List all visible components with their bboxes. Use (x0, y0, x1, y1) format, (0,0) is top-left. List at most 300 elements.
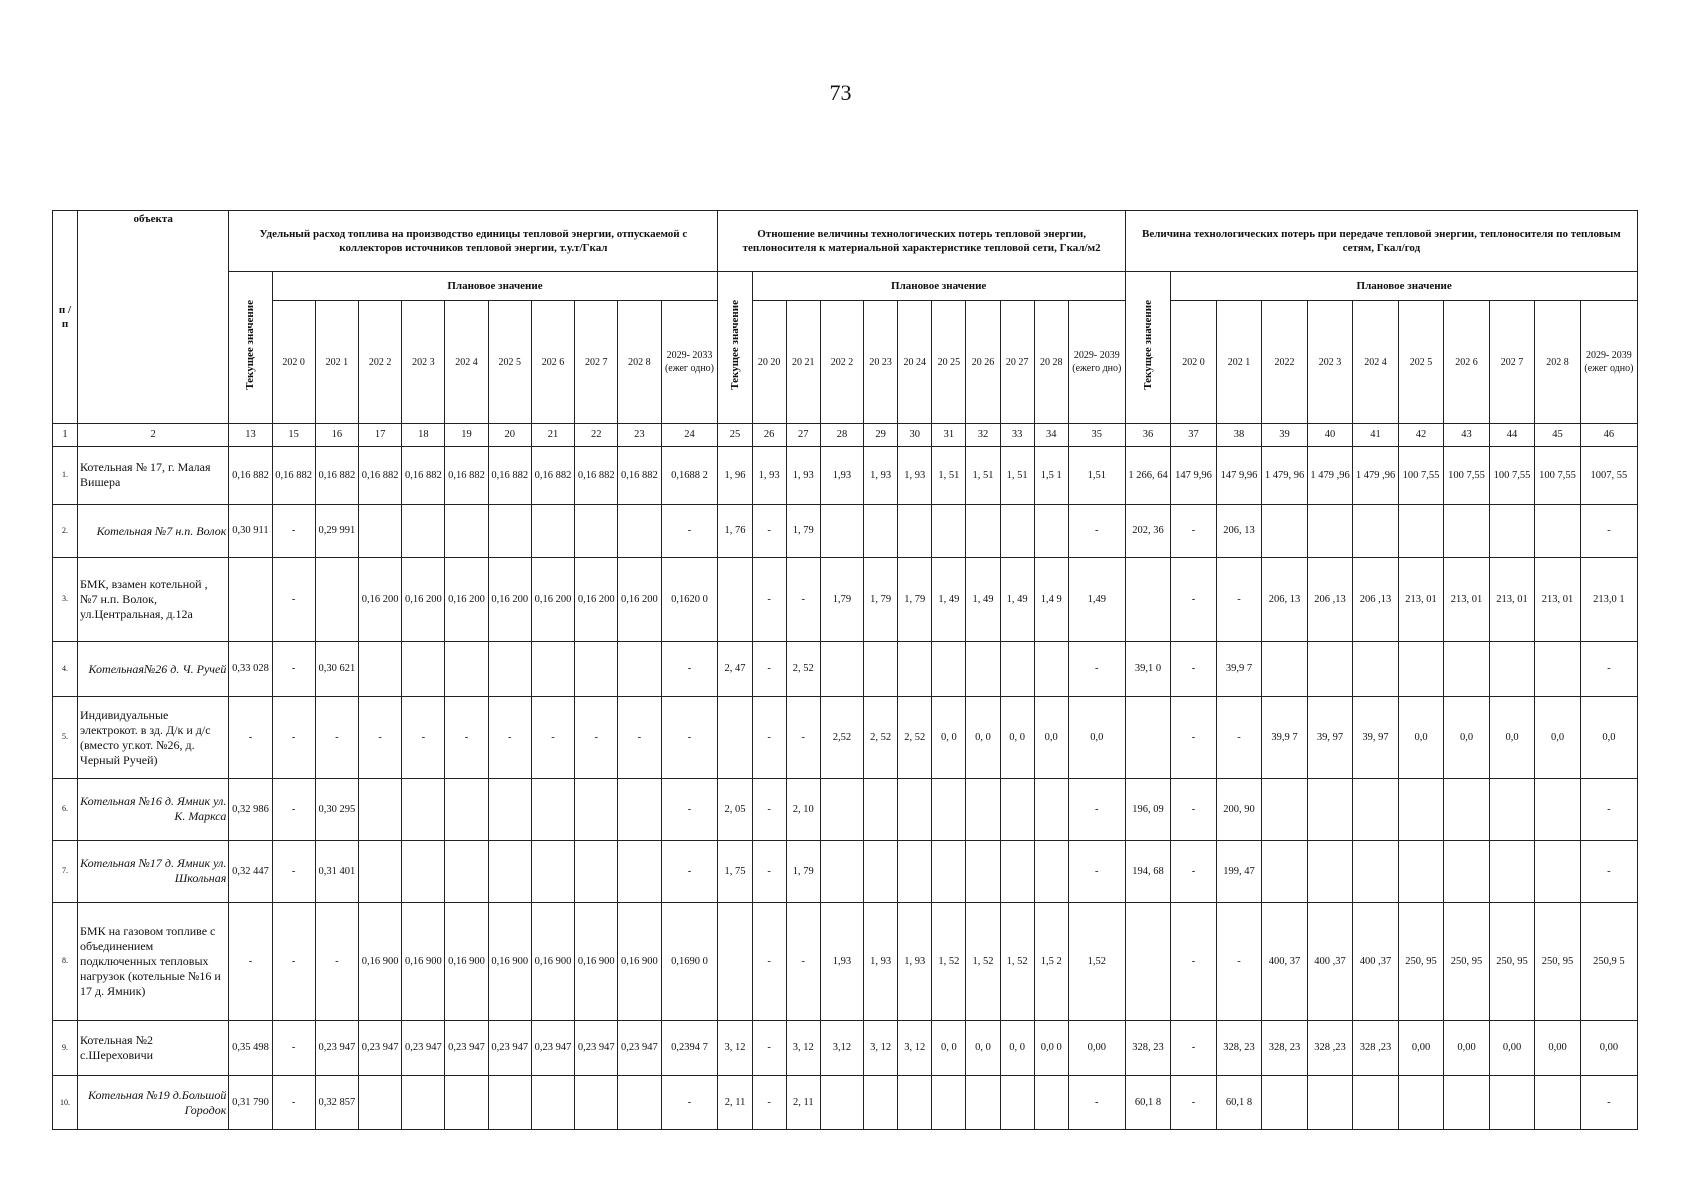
table-cell: - (1580, 840, 1637, 902)
table-cell: 0,30 621 (315, 641, 358, 697)
table-cell: 196, 09 (1125, 778, 1171, 840)
table-cell: - (661, 641, 718, 697)
table-row (53, 1020, 1638, 1076)
table-cell (864, 1076, 898, 1130)
table-cell (575, 1076, 618, 1130)
table-cell: 60,1 8 (1125, 1076, 1171, 1130)
table-cell: 0,16 200 (575, 558, 618, 642)
table-cell: 213, 01 (1489, 558, 1535, 642)
table-cell: 2,52 (820, 697, 863, 778)
table-cell (531, 504, 574, 558)
group-losses-header: Величина технологических потерь при передаче тепловой энергии, теплоносителя по тепловым сетям, Гкал/год (1125, 211, 1637, 272)
year-header: 2029- 2033 (ежег одно) (661, 301, 718, 424)
column-number: 21 (531, 424, 574, 447)
table-cell: 39, 97 (1307, 697, 1353, 778)
table-cell: - (229, 697, 272, 778)
column-number: 27 (786, 424, 820, 447)
table-cell: 206, 13 (1262, 558, 1308, 642)
object-name: Котельная№26 д. Ч. Ручей (78, 641, 229, 697)
table-cell: 0,16 900 (618, 902, 661, 1020)
table-cell (898, 1076, 932, 1130)
table-cell (966, 641, 1000, 697)
table-cell (1307, 840, 1353, 902)
row-index: 7. (53, 840, 78, 902)
column-number: 1 (53, 424, 78, 447)
table-cell (820, 778, 863, 840)
table-cell: 199, 47 (1216, 840, 1262, 902)
table-cell: 0,16 882 (272, 447, 315, 505)
page-number: 73 (829, 80, 852, 105)
table-cell: 0,16 882 (315, 447, 358, 505)
planned-value-header: Плановое значение (1171, 272, 1638, 301)
column-number: 34 (1034, 424, 1068, 447)
table-cell (1262, 1076, 1308, 1130)
year-header: 202 6 (1444, 301, 1490, 424)
table-row (53, 447, 1638, 505)
year-header: 20 28 (1034, 301, 1068, 424)
table-cell: 3, 12 (718, 1020, 752, 1076)
table-cell: - (1171, 1076, 1217, 1130)
object-name: Котельная №19 д.Большой Городок (78, 1076, 229, 1130)
table-cell: 1, 93 (864, 447, 898, 505)
table-cell: 213, 01 (1398, 558, 1444, 642)
table-cell: 0,32 447 (229, 840, 272, 902)
year-header: 202 3 (402, 301, 445, 424)
table-cell: - (752, 641, 786, 697)
table-cell (1353, 641, 1399, 697)
column-number: 15 (272, 424, 315, 447)
group-ratio-header: Отношение величины технологических потерь тепловой энергии, теплоносителя к материальной характеристике тепловой сети, Гкал/м2 (718, 211, 1125, 272)
table-cell: 0,32 986 (229, 778, 272, 840)
column-number: 32 (966, 424, 1000, 447)
year-header: 202 6 (531, 301, 574, 424)
table-cell: 250, 95 (1444, 902, 1490, 1020)
table-cell: 328, 23 (1262, 1020, 1308, 1076)
year-header: 20 27 (1000, 301, 1034, 424)
table-cell: 1 479 ,96 (1353, 447, 1399, 505)
table-cell (1444, 504, 1490, 558)
table-cell: - (445, 697, 488, 778)
table-cell (1307, 778, 1353, 840)
table-cell (1535, 504, 1581, 558)
table-cell: 1,51 (1068, 447, 1125, 505)
table-cell: 0,0 (1444, 697, 1490, 778)
table-cell (820, 641, 863, 697)
table-cell: 0,23 947 (315, 1020, 358, 1076)
table-cell (1489, 778, 1535, 840)
table-cell (1444, 840, 1490, 902)
table-cell: 0,00 (1580, 1020, 1637, 1076)
current-value-header (229, 272, 272, 424)
table-cell (1444, 1076, 1490, 1130)
table-cell (718, 697, 752, 778)
table-cell (445, 778, 488, 840)
table-cell: 1 266, 64 (1125, 447, 1171, 505)
table-cell: 0,23 947 (445, 1020, 488, 1076)
table-cell: 1, 79 (786, 840, 820, 902)
table-cell: - (1171, 1020, 1217, 1076)
table-cell (820, 504, 863, 558)
table-cell: 1,79 (820, 558, 863, 642)
current-value-label: Текущее значение (728, 300, 741, 391)
table-cell: 0, 0 (966, 697, 1000, 778)
table-cell (618, 1076, 661, 1130)
table-cell (358, 504, 401, 558)
table-cell: 0,16 900 (531, 902, 574, 1020)
table-cell (1000, 504, 1034, 558)
table-cell (1489, 504, 1535, 558)
table-cell (575, 840, 618, 902)
table-cell: 1,52 (1068, 902, 1125, 1020)
table-cell: - (786, 902, 820, 1020)
column-number: 39 (1262, 424, 1308, 447)
object-name: Котельная №7 н.п. Волок (78, 504, 229, 558)
table-cell (1398, 641, 1444, 697)
year-header: 20 21 (786, 301, 820, 424)
table-cell: 0,23 947 (618, 1020, 661, 1076)
table-cell: 328 ,23 (1353, 1020, 1399, 1076)
table-cell: - (315, 697, 358, 778)
table-cell: - (752, 558, 786, 642)
table-cell: - (272, 902, 315, 1020)
table-cell: - (315, 902, 358, 1020)
table-cell: 100 7,55 (1489, 447, 1535, 505)
year-header: 202 4 (445, 301, 488, 424)
table-cell: 1, 49 (1000, 558, 1034, 642)
table-cell (445, 840, 488, 902)
table-cell: 400 ,37 (1353, 902, 1399, 1020)
table-row (53, 504, 1638, 558)
table-cell: 0,16 200 (488, 558, 531, 642)
table-cell: 0,0 (1034, 697, 1068, 778)
table-cell (531, 840, 574, 902)
year-header: 202 2 (820, 301, 863, 424)
table-cell: 194, 68 (1125, 840, 1171, 902)
table-cell: 0,0 (1535, 697, 1581, 778)
table-cell: - (1068, 504, 1125, 558)
table-cell (402, 1076, 445, 1130)
table-cell (402, 840, 445, 902)
table-cell: 0,16 200 (531, 558, 574, 642)
table-cell: - (661, 1076, 718, 1130)
table-cell: 2, 11 (718, 1076, 752, 1130)
table-cell: 1, 79 (864, 558, 898, 642)
table-cell (1034, 504, 1068, 558)
table-cell: - (752, 697, 786, 778)
table-cell (358, 840, 401, 902)
column-number: 17 (358, 424, 401, 447)
year-header: 2022 (1262, 301, 1308, 424)
table-cell (966, 1076, 1000, 1130)
column-number: 33 (1000, 424, 1034, 447)
table-cell: 0,16 200 (618, 558, 661, 642)
table-cell (864, 504, 898, 558)
table-cell: 0,16 200 (402, 558, 445, 642)
table-cell: - (752, 504, 786, 558)
column-number: 18 (402, 424, 445, 447)
table-cell: 100 7,55 (1398, 447, 1444, 505)
table-cell (402, 504, 445, 558)
table-cell (358, 1076, 401, 1130)
row-index: 5. (53, 697, 78, 778)
table-cell: - (402, 697, 445, 778)
table-cell: - (272, 504, 315, 558)
table-cell: - (661, 697, 718, 778)
table-cell: 1, 93 (752, 447, 786, 505)
object-name: Котельная № 17, г. Малая Вишера (78, 447, 229, 505)
table-cell: - (786, 697, 820, 778)
table-cell (1444, 641, 1490, 697)
table-cell (1307, 1076, 1353, 1130)
table-cell: 1, 49 (966, 558, 1000, 642)
table-cell: 1, 51 (966, 447, 1000, 505)
table-cell: - (358, 697, 401, 778)
table-cell (358, 778, 401, 840)
row-index: 9. (53, 1020, 78, 1076)
table-cell (575, 641, 618, 697)
column-number: 23 (618, 424, 661, 447)
table-cell (932, 504, 966, 558)
column-number: 25 (718, 424, 752, 447)
table-cell (1398, 504, 1444, 558)
table-cell (718, 558, 752, 642)
table-cell (1000, 641, 1034, 697)
table-cell: 0,16 882 (402, 447, 445, 505)
table-cell: 0,30 295 (315, 778, 358, 840)
table-cell: 0,16 900 (402, 902, 445, 1020)
table-cell: 0,0 0 (1034, 1020, 1068, 1076)
table-cell (820, 840, 863, 902)
table-cell: 1, 75 (718, 840, 752, 902)
table-cell: 0,32 857 (315, 1076, 358, 1130)
table-cell (1034, 840, 1068, 902)
year-header: 202 5 (1398, 301, 1444, 424)
year-header: 20 24 (898, 301, 932, 424)
table-cell: 0,00 (1398, 1020, 1444, 1076)
table-cell (618, 840, 661, 902)
table-cell (575, 778, 618, 840)
table-cell: - (1068, 641, 1125, 697)
table-cell (1535, 641, 1581, 697)
table-cell: 1,93 (820, 902, 863, 1020)
table-cell: 60,1 8 (1216, 1076, 1262, 1130)
table-cell (1125, 697, 1171, 778)
year-header: 2029- 2039 (ежег одно) (1580, 301, 1637, 424)
table-cell (898, 840, 932, 902)
table-cell (1307, 504, 1353, 558)
table-cell: 0,16 200 (358, 558, 401, 642)
table-cell: 0,23 947 (402, 1020, 445, 1076)
table-cell (1262, 840, 1308, 902)
table-cell: 1, 79 (898, 558, 932, 642)
table-cell: 0,00 (1535, 1020, 1581, 1076)
column-number: 30 (898, 424, 932, 447)
table-cell: 328, 23 (1216, 1020, 1262, 1076)
table-cell: 1,4 9 (1034, 558, 1068, 642)
table-cell: 1, 52 (1000, 902, 1034, 1020)
table-cell: - (1216, 902, 1262, 1020)
table-cell (1034, 778, 1068, 840)
column-number: 41 (1353, 424, 1399, 447)
table-cell: 0,0 (1068, 697, 1125, 778)
table-cell: 3,12 (820, 1020, 863, 1076)
table-cell: 1, 52 (932, 902, 966, 1020)
table-cell: 0,1690 0 (661, 902, 718, 1020)
table-cell (1535, 1076, 1581, 1130)
current-value-label: Текущее значение (244, 300, 257, 391)
table-cell: - (488, 697, 531, 778)
table-cell: - (1171, 840, 1217, 902)
table-cell (1535, 840, 1581, 902)
table-cell: 0,35 498 (229, 1020, 272, 1076)
year-header: 202 7 (575, 301, 618, 424)
table-cell: - (661, 840, 718, 902)
table-cell: 0, 0 (966, 1020, 1000, 1076)
year-header: 20 25 (932, 301, 966, 424)
table-cell: 0,0 (1489, 697, 1535, 778)
table-cell: 0,33 028 (229, 641, 272, 697)
table-cell: 0, 0 (932, 1020, 966, 1076)
table-cell: - (272, 697, 315, 778)
column-number: 2 (78, 424, 229, 447)
table-cell: 3, 12 (898, 1020, 932, 1076)
table-cell (618, 641, 661, 697)
year-header: 202 7 (1489, 301, 1535, 424)
table-cell (864, 778, 898, 840)
table-cell: 0,16 882 (229, 447, 272, 505)
table-cell: 39,9 7 (1262, 697, 1308, 778)
table-cell: 0,16 882 (358, 447, 401, 505)
current-value-header (718, 272, 752, 424)
column-number: 19 (445, 424, 488, 447)
table-cell: 328, 23 (1125, 1020, 1171, 1076)
table-cell: 100 7,55 (1444, 447, 1490, 505)
table-cell: - (272, 558, 315, 642)
table-cell: 2, 52 (864, 697, 898, 778)
year-header: 20 23 (864, 301, 898, 424)
row-index: 2. (53, 504, 78, 558)
table-cell (618, 778, 661, 840)
table-cell (718, 902, 752, 1020)
table-cell (1125, 558, 1171, 642)
table-cell (531, 641, 574, 697)
column-number: 13 (229, 424, 272, 447)
table-row (53, 778, 1638, 840)
object-name: БМК, взамен котельной , №7 н.п. Волок, ул.Центральная, д.12а (78, 558, 229, 642)
table-cell: 200, 90 (1216, 778, 1262, 840)
table-cell: - (1068, 1076, 1125, 1130)
table-cell (898, 504, 932, 558)
table-cell: 250, 95 (1535, 902, 1581, 1020)
table-cell: 0,23 947 (575, 1020, 618, 1076)
table-cell (445, 504, 488, 558)
table-cell: 1,5 2 (1034, 902, 1068, 1020)
table-cell: 213,0 1 (1580, 558, 1637, 642)
table-cell: 0,16 900 (575, 902, 618, 1020)
table-row (53, 902, 1638, 1020)
table-cell: 0,16 900 (445, 902, 488, 1020)
table-cell (1535, 778, 1581, 840)
column-number: 28 (820, 424, 863, 447)
table-cell: - (1580, 1076, 1637, 1130)
table-cell: 0,16 882 (488, 447, 531, 505)
table-cell: 39, 97 (1353, 697, 1399, 778)
year-header: 202 1 (1216, 301, 1262, 424)
table-cell: - (752, 778, 786, 840)
table-cell: 1, 51 (932, 447, 966, 505)
row-index: 6. (53, 778, 78, 840)
table-cell: - (531, 697, 574, 778)
table-cell: - (272, 1076, 315, 1130)
table-cell: 1, 93 (864, 902, 898, 1020)
table-cell: - (752, 1020, 786, 1076)
table-cell: - (752, 902, 786, 1020)
table-cell: - (229, 902, 272, 1020)
table-cell: 1, 76 (718, 504, 752, 558)
year-header: 202 1 (315, 301, 358, 424)
table-cell: 1007, 55 (1580, 447, 1637, 505)
data-table (52, 210, 1638, 1130)
table-cell: 0,23 947 (531, 1020, 574, 1076)
table-cell (966, 778, 1000, 840)
table-cell (864, 641, 898, 697)
table-cell: - (1171, 778, 1217, 840)
row-index: 8. (53, 902, 78, 1020)
table-cell: - (661, 778, 718, 840)
table-cell (932, 1076, 966, 1130)
table-cell: 100 7,55 (1535, 447, 1581, 505)
column-number: 42 (1398, 424, 1444, 447)
column-number: 20 (488, 424, 531, 447)
table-cell: - (272, 840, 315, 902)
table-cell: - (1171, 697, 1217, 778)
row-index: 4. (53, 641, 78, 697)
table-row (53, 840, 1638, 902)
table-cell: 0, 0 (1000, 1020, 1034, 1076)
table-cell: 250, 95 (1398, 902, 1444, 1020)
table-cell (531, 1076, 574, 1130)
column-number: 36 (1125, 424, 1171, 447)
table-cell: 0, 0 (932, 697, 966, 778)
table-cell: 0,0 (1580, 697, 1637, 778)
table-cell (1398, 840, 1444, 902)
table-cell: 0,29 991 (315, 504, 358, 558)
table-cell: - (1580, 504, 1637, 558)
object-name: Котельная №2 с.Шереховичи (78, 1020, 229, 1076)
table-cell: 2, 52 (898, 697, 932, 778)
year-header: 202 0 (272, 301, 315, 424)
table-cell (1034, 1076, 1068, 1130)
table-cell: 147 9,96 (1216, 447, 1262, 505)
table-cell: - (661, 504, 718, 558)
table-cell: 1 479, 96 (1262, 447, 1308, 505)
year-header: 2029- 2039 (ежего дно) (1068, 301, 1125, 424)
table-cell: - (272, 1020, 315, 1076)
table-cell: 213, 01 (1535, 558, 1581, 642)
table-cell: - (1580, 641, 1637, 697)
table-cell (1000, 840, 1034, 902)
table-cell: 2, 47 (718, 641, 752, 697)
table-cell: 0,00 (1489, 1020, 1535, 1076)
table-cell: 0,2394 7 (661, 1020, 718, 1076)
table-cell (1353, 504, 1399, 558)
table-cell (488, 1076, 531, 1130)
table-cell (1489, 1076, 1535, 1130)
table-cell: 147 9,96 (1171, 447, 1217, 505)
planned-value-header: Плановое значение (272, 272, 718, 301)
table-row (53, 1076, 1638, 1130)
table-cell (966, 840, 1000, 902)
